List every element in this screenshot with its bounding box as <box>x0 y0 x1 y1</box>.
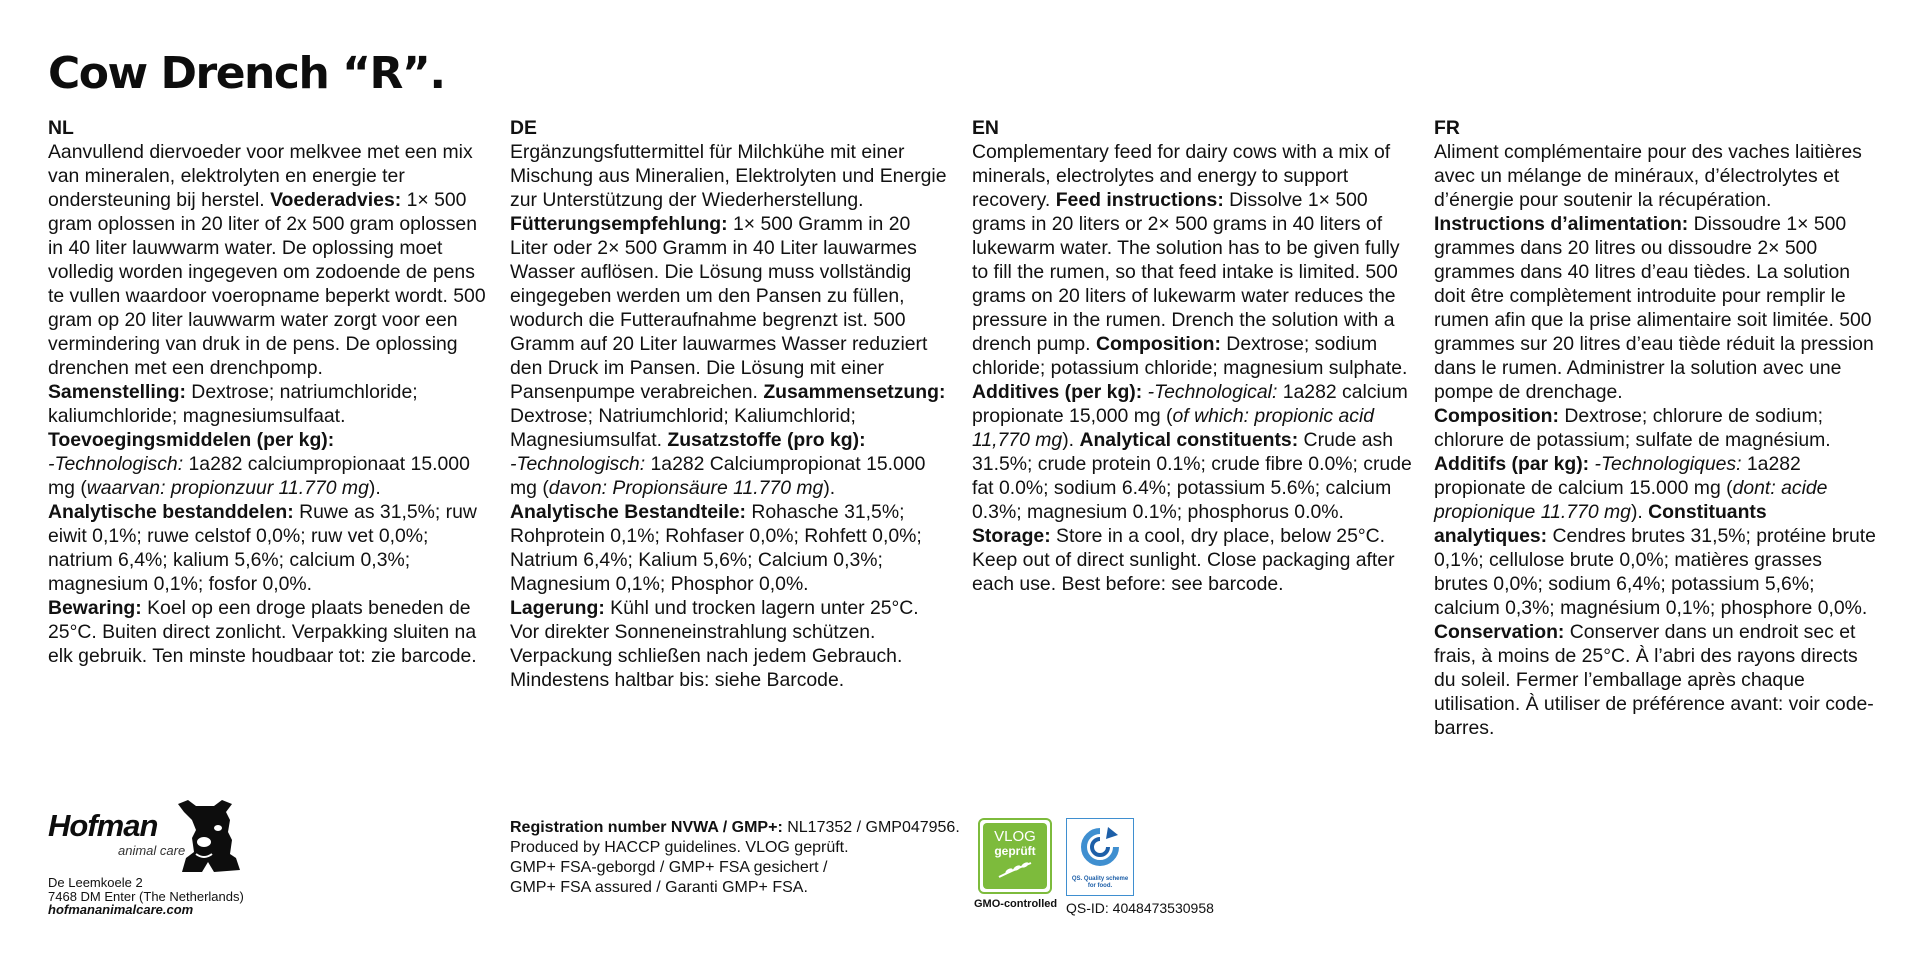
add-tech-de: -Technologisch: <box>510 453 646 475</box>
anal-text-fr: Cendres brutes 31,5%; protéine brute 0,1%; cellulose brute 0,0%; matières grasses brutes 0,0%; sodium 6,4%; potassium 5,6%; calcium 0,3%; magnésium 0,1%; phosphore 0,0%. <box>1434 525 1876 619</box>
qs-badge-text: QS. Quality scheme for food. <box>1071 876 1129 889</box>
comp-text-fr: Dextrose; chlorure de sodium; chlorure de potassium; sulfate de magnésium. <box>1434 405 1831 451</box>
add-label-fr: Additifs (par kg): <box>1434 453 1590 475</box>
feed-text-en: Dissolve 1× 500 grams in 20 liters or 2× 500 grams in 40 liters of lukewarm water. The solution has to be given fully to fill the rumen, so that feed intake is limited. 500 grams on 20 liters of lukewarm water reduces the pressure in the rumen. Drench the solution with a drench pump. <box>972 189 1400 355</box>
add-label-en: Additives (per kg): <box>972 381 1143 403</box>
add-end-en: ). <box>1062 429 1080 451</box>
gmo-controlled-label: GMO-controlled <box>974 898 1058 910</box>
qs-badge <box>1066 818 1134 896</box>
add-text-fr: 1a282 propionate de calcium 15.000 mg ( <box>1434 453 1801 499</box>
vlog-badge <box>978 818 1052 894</box>
address-block <box>48 876 244 917</box>
website-link[interactable]: hofmananimalcare.com <box>48 902 194 917</box>
intro-en: Complementary feed for dairy cows with a mix of minerals, electrolytes and energy to support recovery. <box>972 141 1391 211</box>
feed-label-en: Feed instructions: <box>1055 189 1224 211</box>
column-de <box>510 116 950 692</box>
add-text-nl: 1a282 calciumpropionaat 15.000 mg ( <box>48 453 470 499</box>
haccp-text: Produced by HACCP guidelines. VLOG geprüft. <box>510 839 849 856</box>
anal-text-nl: Ruwe as 31,5%; ruw eiwit 0,1%; ruwe celstof 0,0%; ruw vet 0,0%; natrium 6,4%; kalium 5,6%; calcium 0,3%; magnesium 0,1%; fosfor 0,0%. <box>48 501 477 595</box>
brand-logo-subtext: animal care <box>118 843 186 858</box>
anal-label-fr: Constituants analytiques: <box>1434 501 1767 547</box>
store-text-de: Kühl und trocken lagern unter 25°C. Vor direkter Sonneneinstrahlung schützen. Verpackung schließen nach jedem Gebrauch. Mindestens haltbar bis: siehe Barcode. <box>510 597 919 691</box>
feed-text-nl: 1× 500 gram oplossen in 20 liter of 2x 500 gram oplossen in 40 liter lauwwarm water. De oplossing moet volledig worden ingegeven om zodoende de pens te vullen waardoor voeropname beperkt wordt. 500 gram op 20 liter lauwwarm water zorgt voor een vermindering van druk in de pens. De oplossing drenchen met een drenchpomp. <box>48 189 486 379</box>
add-end-nl: ). <box>368 477 381 499</box>
vlog-wheat-icon <box>995 859 1035 879</box>
qs-id-text: QS-ID: 4048473530958 <box>1066 900 1214 916</box>
qs-arrow-icon <box>1078 825 1122 869</box>
column-en <box>972 116 1412 596</box>
intro-de: Ergänzungsfuttermittel für Milchkühe mit einer Mischung aus Mineralien, Elektrolyten und Energie zur Unterstützung der Wiederherstellung. <box>510 141 947 211</box>
store-label-de: Lagerung: <box>510 597 605 619</box>
gmp-line-1: GMP+ FSA-geborgd / GMP+ FSA gesichert / <box>510 859 828 876</box>
vlog-badge-top: VLOG <box>994 828 1036 845</box>
comp-text-en: Dextrose; sodium chloride; potassium chloride; magnesium sulphate. <box>972 333 1408 379</box>
comp-label-en: Composition: <box>1095 333 1221 355</box>
address-line-2: 7468 DM Enter (The Netherlands) <box>48 888 244 904</box>
add-italic-de: davon: Propionsäure 11.770 mg <box>548 477 824 499</box>
add-label-nl: Toevoegingsmiddelen (per kg): <box>48 429 335 451</box>
address-line-1: De Leemkoele 2 <box>48 875 143 890</box>
anal-text-de: Rohasche 31,5%; Rohprotein 0,1%; Rohfaser 0,0%; Rohfett 0,0%; Natrium 6,4%; Kalium 5,6%; Calcium 0,3%; Magnesium 0,1%; Phosphor 0,0%. <box>510 501 922 595</box>
feed-text-fr: Dissoudre 1× 500 grammes dans 20 litres ou dissoudre 2× 500 grammes dans 40 litres d’eau tièdes. La solution doit être complètement introduite pour remplir le rumen afin que la prise alimentaire soit limitée. 500 grammes sur 20 litres d’eau tiède réduit la pression dans le rumen. Administrer la solution avec une pompe de drenchage. <box>1434 213 1874 403</box>
column-nl <box>48 116 488 668</box>
intro-nl: Aanvullend diervoeder voor melkvee met een mix van mineralen, elektrolyten en energie ter ondersteuning bij herstel. <box>48 141 473 211</box>
add-italic-en: of which: propionic acid 11,770 mg <box>972 405 1375 451</box>
store-label-fr: Conservation: <box>1434 621 1565 643</box>
vlog-badge-bottom: geprüft <box>994 844 1036 858</box>
feed-text-de: 1× 500 Gramm in 20 Liter oder 2× 500 Gramm in 40 Liter lauwarmes Wasser auflösen. Die Lösung muss vollständig eingegeben werden um den Pansen zu füllen, wodurch die Futteraufnahme begrenzt ist. 500 Gramm auf 20 Liter lauwarmes Wasser reduziert den Druck im Pansen. Die Lösung mit einer Pansenpumpe verabreichen. <box>510 213 928 403</box>
registration-value: NL17352 / GMP047956. <box>782 819 960 836</box>
feed-label-fr: Instructions d’alimentation: <box>1434 213 1689 235</box>
store-text-en: Store in a cool, dry place, below 25°C. Keep out of direct sunlight. Close packaging after each use. Best before: see barcode. <box>972 525 1395 595</box>
add-label-de: Zusatzstoffe (pro kg): <box>667 429 866 451</box>
add-tech-fr: -Technologiques: <box>1589 453 1742 475</box>
add-end-fr: ). <box>1630 501 1649 523</box>
store-label-en: Storage: <box>972 525 1051 547</box>
anal-text-en: Crude ash 31.5%; crude protein 0.1%; crude fibre 0.0%; crude fat 0.0%; sodium 6.4%; potassium 5.6%; calcium 0.3%; magnesium 0.1%; phosphorus 0.0%. <box>972 429 1412 523</box>
lang-heading-fr: FR <box>1434 117 1460 139</box>
comp-label-nl: Samenstelling: <box>48 381 186 403</box>
registration-label: Registration number NVWA / GMP+: <box>510 819 783 836</box>
anal-label-de: Analytische Bestandteile: <box>510 501 746 523</box>
add-end-de: ). <box>823 477 836 499</box>
feed-label-nl: Voederadvies: <box>270 189 402 211</box>
intro-fr: Aliment complémentaire pour des vaches laitières avec un mélange de minéraux, d’électrolytes et d’énergie pour soutenir la récupération. <box>1434 141 1862 211</box>
lang-heading-de: DE <box>510 117 537 139</box>
brand-logo-text: Hofman <box>48 808 158 843</box>
add-text-de: 1a282 Calciumpropionat 15.000 mg ( <box>510 453 926 499</box>
registration-block <box>510 818 960 898</box>
lang-heading-nl: NL <box>48 117 74 139</box>
comp-label-fr: Composition: <box>1434 405 1559 427</box>
comp-text-de: Dextrose; Natriumchlorid; Kaliumchlorid; Magnesiumsulfat. <box>510 405 856 451</box>
lang-heading-en: EN <box>972 117 999 139</box>
add-italic-nl: waarvan: propionzuur 11.770 mg <box>86 477 369 499</box>
column-fr <box>1434 116 1880 740</box>
add-tech-en: -Technological: <box>1142 381 1278 403</box>
comp-label-de: Zusammensetzung: <box>763 381 946 403</box>
store-label-nl: Bewaring: <box>48 597 142 619</box>
store-text-nl: Koel op een droge plaats beneden de 25°C. Buiten direct zonlicht. Verpakking sluiten na elk gebruik. Ten minste houdbaar tot: zie barcode. <box>48 597 477 667</box>
product-title: Cow Drench “R”. <box>48 48 445 99</box>
anal-label-nl: Analytische bestanddelen: <box>48 501 294 523</box>
add-italic-fr: dont: acide propionique 11.770 mg <box>1434 477 1828 523</box>
anal-label-en: Analytical constituents: <box>1079 429 1299 451</box>
store-text-fr: Conserver dans un endroit sec et frais, à moins de 25°C. À l’abri des rayons directs du soleil. Fermer l’emballage après chaque utilisation. À utiliser de préférence avant: voir code-barres. <box>1434 621 1874 739</box>
gmp-line-2: GMP+ FSA assured / Garanti GMP+ FSA. <box>510 879 808 896</box>
add-text-en: 1a282 calcium propionate 15,000 mg ( <box>972 381 1408 427</box>
feed-label-de: Fütterungsempfehlung: <box>510 213 728 235</box>
comp-text-nl: Dextrose; natriumchloride; kaliumchloride; magnesiumsulfaat. <box>48 381 418 427</box>
cow-logo-icon <box>174 798 244 874</box>
add-tech-nl: -Technologisch: <box>48 453 184 475</box>
